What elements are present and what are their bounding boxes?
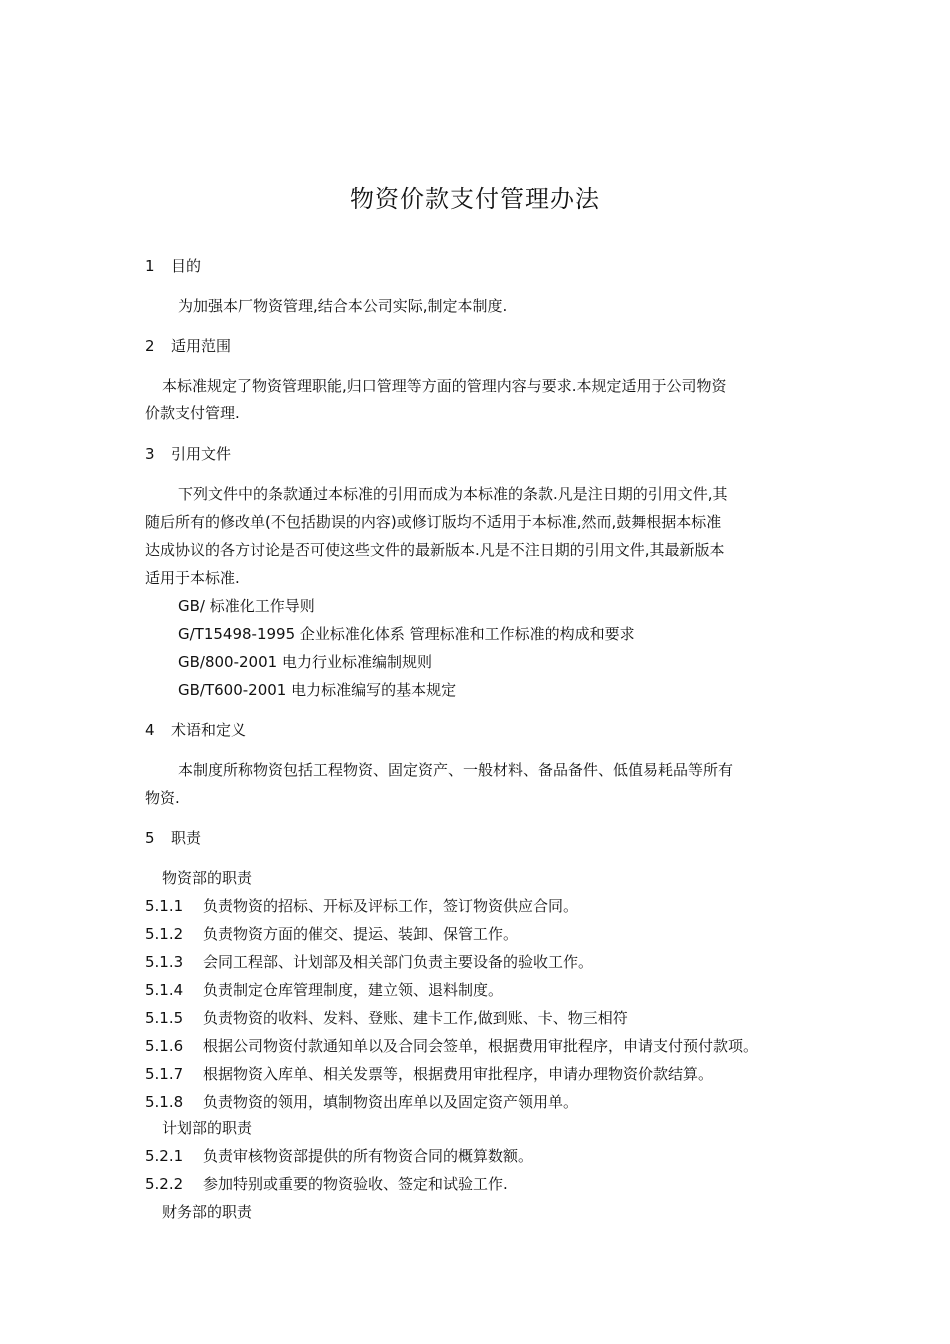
duty-item-text: 负责制定仓库管理制度，建立领、退料制度。 [203, 981, 504, 999]
duty-item [145, 980, 503, 1000]
section-1-body: 为加强本厂物资管理,结合本公司实际,制定本制度. [178, 297, 508, 315]
section-number: 1 [145, 257, 155, 275]
section-heading-text: 适用范围 [171, 337, 232, 355]
duty-item [145, 896, 578, 916]
duty-group-title: 财务部的职责 [162, 1203, 253, 1221]
duty-item-number: 5.1.8 [145, 1093, 184, 1111]
section-heading-text: 目的 [171, 257, 202, 275]
duty-item-text: 负责物资方面的催交、提运、装卸、保管工作。 [203, 925, 519, 943]
duty-item [145, 1146, 533, 1166]
duty-item-text: 负责物资的领用，填制物资出库单以及固定资产领用单。 [203, 1093, 579, 1111]
section-number: 4 [145, 721, 155, 739]
duty-item-text: 会同工程部、计划部及相关部门负责主要设备的验收工作。 [203, 953, 594, 971]
duty-item [145, 1064, 713, 1084]
duty-item [145, 1036, 758, 1056]
duty-item [145, 1008, 628, 1028]
section-4-body-line: 本制度所称物资包括工程物资、固定资产、一般材料、备品备件、低值易耗品等所有 [178, 761, 734, 779]
section-heading-text: 职责 [171, 829, 202, 847]
section-3-body-line: 下列文件中的条款通过本标准的引用而成为本标准的条款.凡是注日期的引用文件,其 [178, 485, 728, 503]
section-1-heading [145, 256, 201, 276]
reference-item: GB/T600-2001 电力标准编写的基本规定 [178, 681, 457, 699]
duty-item-text: 参加特别或重要的物资验收、签定和试验工作. [203, 1175, 508, 1193]
duty-item [145, 952, 593, 972]
section-heading-text: 引用文件 [171, 445, 232, 463]
duty-item-text: 负责物资的招标、开标及评标工作，签订物资供应合同。 [203, 897, 579, 915]
section-5-heading [145, 828, 201, 848]
duty-item-number: 5.1.6 [145, 1037, 184, 1055]
section-3-body-line: 随后所有的修改单(不包括勘误的内容)或修订版均不适用于本标准,然而,鼓舞根据本标准 [145, 513, 722, 531]
section-2-heading [145, 336, 231, 356]
duty-item-number: 5.1.3 [145, 953, 184, 971]
section-heading-text: 术语和定义 [171, 721, 247, 739]
duty-item-text: 负责物资的收料、发料、登账、建卡工作,做到账、卡、物三相符 [203, 1009, 628, 1027]
section-3-body-line: 适用于本标准. [145, 569, 240, 587]
duty-item-text: 根据物资入库单、相关发票等，根据费用审批程序，申请办理物资价款结算。 [203, 1065, 714, 1083]
section-2-body-line: 价款支付管理. [145, 404, 240, 422]
duty-group-title: 物资部的职责 [162, 869, 253, 887]
section-2-body-line: 本标准规定了物资管理职能,归口管理等方面的管理内容与要求.本规定适用于公司物资 [162, 377, 727, 395]
duty-item-text: 根据公司物资付款通知单以及合同会签单，根据费用审批程序，申请支付预付款项。 [203, 1037, 759, 1055]
duty-item-number: 5.1.1 [145, 897, 184, 915]
duty-item-number: 5.1.7 [145, 1065, 184, 1083]
duty-item-number: 5.2.1 [145, 1147, 184, 1165]
duty-item-text: 负责审核物资部提供的所有物资合同的概算数额。 [203, 1147, 534, 1165]
section-number: 5 [145, 829, 155, 847]
section-number: 3 [145, 445, 155, 463]
section-3-body-line: 达成协议的各方讨论是否可使这些文件的最新版本.凡是不注日期的引用文件,其最新版本 [145, 541, 725, 559]
section-4-heading [145, 720, 246, 740]
duty-item [145, 1174, 508, 1194]
duty-item-number: 5.1.4 [145, 981, 184, 999]
duty-item-number: 5.1.5 [145, 1009, 184, 1027]
section-4-body-line: 物资. [145, 789, 180, 807]
reference-item: GB/ 标准化工作导则 [178, 597, 315, 615]
document-title: 物资价款支付管理办法 [350, 185, 600, 213]
reference-item: G/T15498-1995 企业标准化体系 管理标准和工作标准的构成和要求 [178, 625, 635, 643]
section-3-heading [145, 444, 231, 464]
duty-item [145, 924, 518, 944]
duty-item [145, 1092, 578, 1112]
duty-item-number: 5.1.2 [145, 925, 184, 943]
duty-item-number: 5.2.2 [145, 1175, 184, 1193]
section-number: 2 [145, 337, 155, 355]
reference-item: GB/800-2001 电力行业标准编制规则 [178, 653, 432, 671]
duty-group-title: 计划部的职责 [162, 1119, 253, 1137]
